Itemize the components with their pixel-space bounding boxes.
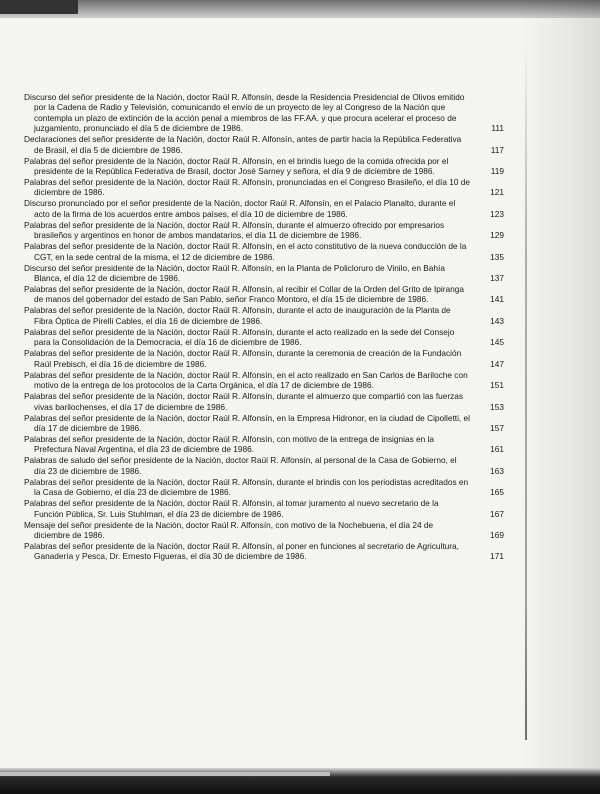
toc-entry	[24, 156, 504, 177]
toc-entry-text: Palabras del señor presidente de la Nación, doctor Raúl R. Alfonsín, durante el almuerzo que compartió con las fuerzas vivas barilochenses, el día 17 de diciembre de 1986.	[24, 391, 464, 412]
scan-right-shadow	[520, 0, 600, 794]
toc-entry-text: Palabras del señor presidente de la Nación, doctor Raúl R. Alfonsín, con motivo de la entrega de insignias en la Prefectura Naval Argentina, el día 23 de diciembre de 1986.	[24, 433, 435, 455]
toc-entry-page: 157	[490, 422, 504, 433]
toc-entry-text: Palabras del señor presidente de la Nación, doctor Raúl R. Alfonsín, en el brindis luego de la comida ofrecida por el presidente de la República Federativa de Brasil, doctor José Sarney y señora, el día 9 de diciembre de 1986.	[24, 155, 449, 177]
toc-entry-page: 135	[490, 251, 504, 262]
toc-entry	[24, 241, 504, 262]
toc-entry-text: Palabras del señor presidente de la Nación, doctor Raúl R. Alfonsín, pronunciadas en el Congreso Brasileño, el día 10 de diciembre de 1986.	[24, 177, 471, 198]
toc-entry-text: Mensaje del señor presidente de la Nación, doctor Raúl R. Alfonsín, con motivo de la Nochebuena, el día 24 de diciembre de 1986.	[24, 519, 434, 540]
toc-entry-page: 163	[490, 465, 504, 476]
toc-entry	[24, 177, 504, 198]
scan-bottom-highlight	[0, 772, 330, 776]
toc-entry-page: 145	[490, 337, 504, 348]
toc-entry-page: 141	[490, 294, 504, 305]
toc-entry-page: 165	[490, 487, 504, 498]
toc-entry-page: 169	[490, 529, 504, 540]
toc-entry-page: 129	[490, 230, 504, 241]
toc-entry-page: 171	[490, 551, 504, 562]
toc-entry-page: 161	[490, 444, 504, 455]
toc-entry-page: 117	[490, 144, 504, 155]
toc-entry	[24, 413, 504, 434]
toc-entry-text: Declaraciones del señor presidente de la Nación, doctor Raúl R. Alfonsín, antes de partir hacia la República Federativa de Brasil, el día 5 de diciembre de 1986.	[24, 134, 462, 155]
toc-entry-text: Palabras del señor presidente de la Nación, doctor Raúl R. Alfonsín, al recibir el Collar de la Orden del Grito de Ipiranga de manos del gobernador del estado de San Pablo, señor Franco Montoro, el día 15 de diciembre de 1986.	[24, 284, 464, 305]
scan-top-edge	[0, 0, 600, 18]
toc-entry-text: Palabras del señor presidente de la Nación, doctor Raúl R. Alfonsín, durante el brindis con los periodistas acreditados en la Casa de Gobierno, el día 23 de diciembre de 1986.	[24, 476, 469, 498]
toc-entry-text: Palabras del señor presidente de la Nación, doctor Raúl R. Alfonsín, durante la ceremonia de creación de la Fundación Raúl Prebisch, el día 16 de diciembre de 1986.	[24, 348, 462, 369]
toc-entry	[24, 541, 504, 562]
scan-right-rule	[525, 40, 527, 740]
toc-entry	[24, 305, 504, 326]
toc-entry-text: Palabras del señor presidente de la Nación, doctor Raúl R. Alfonsín, al poner en funciones al secretario de Agricultura, Ganadería y Pesca, Dr. Ernesto Figueras, el día 30 de diciembre de 1986.	[24, 540, 459, 562]
toc-entry-page: 121	[490, 187, 504, 198]
toc-entry-text: Palabras del señor presidente de la Nación, doctor Raúl R. Alfonsín, durante el acto de inauguración de la Planta de Fibra Óptica de Pirelli Cables, el día 16 de diciembre de 1986.	[24, 305, 451, 326]
toc-entry-text: Palabras del señor presidente de la Nación, doctor Raúl R. Alfonsín, en la Empresa Hidronor, en la ciudad de Cipolletti, el día 17 de diciembre de 1986.	[24, 412, 470, 433]
toc-entry	[24, 284, 504, 305]
toc-entry-page: 119	[490, 166, 504, 177]
toc-entry	[24, 198, 504, 219]
toc-entry-page: 147	[490, 358, 504, 369]
toc-entry-text: Palabras de saludo del señor presidente de la Nación, doctor Raúl R. Alfonsín, al personal de la Casa de Gobierno, el día 23 de diciembre de 1986.	[24, 455, 457, 476]
toc-entry	[24, 348, 504, 369]
toc-entry-text: Discurso del señor presidente de la Nación, doctor Raúl R. Alfonsín, en la Planta de Policloruro de Vinilo, en Bahía Blanca, el día 12 de diciembre de 1986.	[24, 262, 445, 284]
toc-entry-text: Discurso pronunciado por el señor presidente de la Nación, doctor Raúl R. Alfonsín, en el Palacio Planalto, durante el acto de la firma de los acuerdos entre ambos países, el día 10 de diciembre de 1986.	[24, 198, 456, 219]
toc-entry-page: 143	[490, 315, 504, 326]
toc-entry	[24, 220, 504, 241]
toc-entry	[24, 263, 504, 284]
toc-entry	[24, 327, 504, 348]
toc-entry-page: 153	[490, 401, 504, 412]
toc-entry-text: Palabras del señor presidente de la Nación, doctor Raúl R. Alfonsín, durante el acto realizado en la sede del Consejo para la Consolidación de la Democracia, el día 16 de diciembre de 1986.	[24, 326, 455, 348]
toc-entry-page: 111	[491, 123, 504, 134]
toc-entry	[24, 370, 504, 391]
table-of-contents	[24, 92, 504, 562]
toc-entry	[24, 391, 504, 412]
toc-entry	[24, 92, 504, 134]
toc-entry-page: 151	[490, 380, 504, 391]
toc-entry-text: Palabras del señor presidente de la Nación, doctor Raúl R. Alfonsín, al tomar juramento al nuevo secretario de la Función Pública, Sr. Luis Stuhlman, el día 23 de diciembre de 1986.	[24, 498, 439, 519]
toc-entry-text: Discurso del señor presidente de la Nación, doctor Raúl R. Alfonsín, desde la Residencia Presidencial de Olivos emitido por la Cadena de Radio y Televisión, comunicando el envío de un proyecto de ley al Congreso de la Nación que contempla un plazo de extinción de la acción penal a miembros de las FF.AA. y que procura acelerar el proceso de juzgamiento, pronunciado el día 5 de diciembre de 1986.	[24, 92, 465, 134]
scan-top-shadow	[0, 0, 78, 14]
toc-entry-page: 123	[490, 208, 504, 219]
toc-entry-text: Palabras del señor presidente de la Nación, doctor Raúl R. Alfonsín, en el acto constitutivo de la nueva conducción de la CGT, en la sede central de la misma, el 12 de diciembre de 1986.	[24, 241, 467, 262]
toc-entry	[24, 498, 504, 519]
toc-entry	[24, 134, 504, 155]
toc-entry	[24, 520, 504, 541]
toc-entry-text: Palabras del señor presidente de la Nación, doctor Raúl R. Alfonsín, durante el almuerzo ofrecido por empresarios brasileños y argentinos en honor de ambos mandatarios, el día 11 de diciembre de 1986.	[24, 219, 445, 241]
toc-entry	[24, 434, 504, 455]
toc-entry-text: Palabras del señor presidente de la Nación, doctor Raúl R. Alfonsín, en el acto realizado en San Carlos de Bariloche con motivo de la entrega de los protocolos de la Carta Orgánica, el día 17 de diciembre de 1986.	[24, 369, 468, 391]
toc-entry	[24, 477, 504, 498]
toc-entry-page: 167	[490, 508, 504, 519]
toc-entry	[24, 455, 504, 476]
toc-entry-page: 137	[490, 273, 504, 284]
